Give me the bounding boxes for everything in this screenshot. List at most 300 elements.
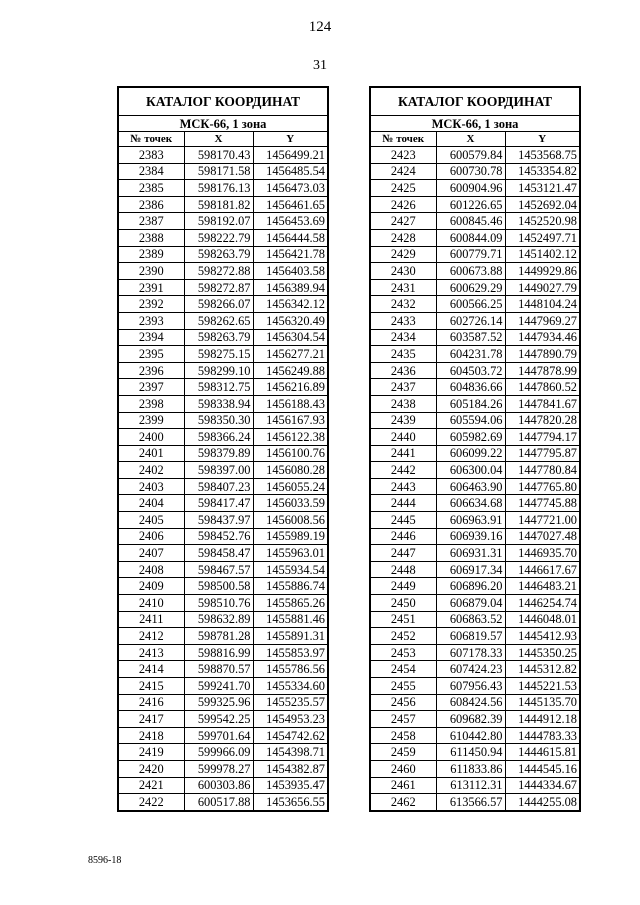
table-row — [118, 180, 328, 197]
table-row — [118, 578, 328, 595]
x-coordinate-cell: 598781.28 — [184, 628, 253, 645]
table-row — [370, 395, 580, 412]
x-coordinate-cell: 600303.86 — [184, 777, 253, 794]
x-coordinate-cell: 598171.58 — [184, 163, 253, 180]
y-coordinate-cell: 1456167.93 — [253, 412, 328, 429]
table-row — [370, 362, 580, 379]
y-coordinate-cell: 1456342.12 — [253, 296, 328, 313]
y-coordinate-cell: 1456249.88 — [253, 362, 328, 379]
x-coordinate-cell: 599978.27 — [184, 760, 253, 777]
point-number-cell: 2421 — [118, 777, 184, 794]
point-number-cell: 2410 — [118, 595, 184, 612]
table-row — [370, 661, 580, 678]
x-coordinate-cell: 598870.57 — [184, 661, 253, 678]
point-number-cell: 2453 — [370, 644, 436, 661]
point-number-cell: 2415 — [118, 678, 184, 695]
table-row — [118, 445, 328, 462]
point-number-cell: 2418 — [118, 727, 184, 744]
x-coordinate-cell: 606634.68 — [436, 495, 505, 512]
point-number-cell: 2387 — [118, 213, 184, 230]
point-number-cell: 2391 — [118, 279, 184, 296]
y-coordinate-cell: 1445135.70 — [505, 694, 580, 711]
table-row — [118, 561, 328, 578]
table-row — [370, 495, 580, 512]
catalog-subtitle: МСК-66, 1 зона — [370, 116, 580, 132]
point-number-cell: 2411 — [118, 611, 184, 628]
table-row — [370, 196, 580, 213]
x-coordinate-cell: 600730.78 — [436, 163, 505, 180]
point-number-cell: 2452 — [370, 628, 436, 645]
table-row — [370, 412, 580, 429]
catalog-title: КАТАЛОГ КООРДИНАТ — [118, 87, 328, 116]
table-row — [118, 379, 328, 396]
table-row — [118, 694, 328, 711]
x-coordinate-cell: 598816.99 — [184, 644, 253, 661]
table-row — [370, 628, 580, 645]
x-coordinate-cell: 600629.29 — [436, 279, 505, 296]
y-coordinate-cell: 1447721.00 — [505, 512, 580, 529]
column-header-x: X — [184, 132, 253, 147]
table-row — [118, 678, 328, 695]
y-coordinate-cell: 1447969.27 — [505, 312, 580, 329]
catalog-body — [118, 147, 328, 811]
x-coordinate-cell: 598510.76 — [184, 595, 253, 612]
y-coordinate-cell: 1456461.65 — [253, 196, 328, 213]
x-coordinate-cell: 598263.79 — [184, 329, 253, 346]
point-number-cell: 2434 — [370, 329, 436, 346]
table-row — [118, 628, 328, 645]
table-row — [118, 644, 328, 661]
table-row — [118, 246, 328, 263]
table-row — [118, 263, 328, 280]
y-coordinate-cell: 1455886.74 — [253, 578, 328, 595]
table-row — [118, 462, 328, 479]
y-coordinate-cell: 1454953.23 — [253, 711, 328, 728]
table-row — [118, 296, 328, 313]
point-number-cell: 2393 — [118, 312, 184, 329]
table-row — [370, 379, 580, 396]
x-coordinate-cell: 606819.57 — [436, 628, 505, 645]
x-coordinate-cell: 606099.22 — [436, 445, 505, 462]
y-coordinate-cell: 1447841.67 — [505, 395, 580, 412]
y-coordinate-cell: 1446935.70 — [505, 545, 580, 562]
x-coordinate-cell: 600904.96 — [436, 180, 505, 197]
y-coordinate-cell: 1456473.03 — [253, 180, 328, 197]
y-coordinate-cell: 1444255.08 — [505, 794, 580, 811]
catalog-title: КАТАЛОГ КООРДИНАТ — [370, 87, 580, 116]
x-coordinate-cell: 606896.20 — [436, 578, 505, 595]
point-number-cell: 2403 — [118, 478, 184, 495]
x-coordinate-cell: 598632.89 — [184, 611, 253, 628]
point-number-cell: 2422 — [118, 794, 184, 811]
table-row — [118, 711, 328, 728]
table-row — [370, 445, 580, 462]
y-coordinate-cell: 1444545.16 — [505, 760, 580, 777]
y-coordinate-cell: 1447745.88 — [505, 495, 580, 512]
point-number-cell: 2432 — [370, 296, 436, 313]
x-coordinate-cell: 598275.15 — [184, 346, 253, 363]
table-row — [370, 561, 580, 578]
column-header-number: № точек — [370, 132, 436, 147]
table-row — [118, 512, 328, 529]
y-coordinate-cell: 1447890.79 — [505, 346, 580, 363]
y-coordinate-cell: 1456188.43 — [253, 395, 328, 412]
x-coordinate-cell: 604503.72 — [436, 362, 505, 379]
x-coordinate-cell: 598397.00 — [184, 462, 253, 479]
y-coordinate-cell: 1447820.28 — [505, 412, 580, 429]
point-number-cell: 2404 — [118, 495, 184, 512]
x-coordinate-cell: 611833.86 — [436, 760, 505, 777]
point-number-cell: 2446 — [370, 528, 436, 545]
table-row — [118, 727, 328, 744]
x-coordinate-cell: 610442.80 — [436, 727, 505, 744]
x-coordinate-cell: 604231.78 — [436, 346, 505, 363]
x-coordinate-cell: 609682.39 — [436, 711, 505, 728]
point-number-cell: 2455 — [370, 678, 436, 695]
y-coordinate-cell: 1446617.67 — [505, 561, 580, 578]
x-coordinate-cell: 598266.07 — [184, 296, 253, 313]
point-number-cell: 2439 — [370, 412, 436, 429]
y-coordinate-cell: 1455786.56 — [253, 661, 328, 678]
x-coordinate-cell: 606963.91 — [436, 512, 505, 529]
table-row — [370, 611, 580, 628]
x-coordinate-cell: 598312.75 — [184, 379, 253, 396]
y-coordinate-cell: 1446254.74 — [505, 595, 580, 612]
point-number-cell: 2409 — [118, 578, 184, 595]
point-number-cell: 2397 — [118, 379, 184, 396]
x-coordinate-cell: 598350.30 — [184, 412, 253, 429]
x-coordinate-cell: 606863.52 — [436, 611, 505, 628]
y-coordinate-cell: 1447934.46 — [505, 329, 580, 346]
x-coordinate-cell: 606939.16 — [436, 528, 505, 545]
point-number-cell: 2384 — [118, 163, 184, 180]
x-coordinate-cell: 598379.89 — [184, 445, 253, 462]
x-coordinate-cell: 603587.52 — [436, 329, 505, 346]
y-coordinate-cell: 1453656.55 — [253, 794, 328, 811]
x-coordinate-cell: 600845.46 — [436, 213, 505, 230]
point-number-cell: 2394 — [118, 329, 184, 346]
x-coordinate-cell: 613566.57 — [436, 794, 505, 811]
table-row — [370, 462, 580, 479]
x-coordinate-cell: 598192.07 — [184, 213, 253, 230]
y-coordinate-cell: 1444912.18 — [505, 711, 580, 728]
point-number-cell: 2431 — [370, 279, 436, 296]
point-number-cell: 2430 — [370, 263, 436, 280]
x-coordinate-cell: 606463.90 — [436, 478, 505, 495]
x-coordinate-cell: 607956.43 — [436, 678, 505, 695]
point-number-cell: 2406 — [118, 528, 184, 545]
y-coordinate-cell: 1456320.49 — [253, 312, 328, 329]
y-coordinate-cell: 1452497.71 — [505, 229, 580, 246]
table-row — [118, 329, 328, 346]
y-coordinate-cell: 1449027.79 — [505, 279, 580, 296]
y-coordinate-cell: 1456499.21 — [253, 147, 328, 164]
point-number-cell: 2389 — [118, 246, 184, 263]
point-number-cell: 2451 — [370, 611, 436, 628]
table-row — [118, 794, 328, 811]
y-coordinate-cell: 1444615.81 — [505, 744, 580, 761]
table-row — [370, 678, 580, 695]
y-coordinate-cell: 1445350.25 — [505, 644, 580, 661]
point-number-cell: 2445 — [370, 512, 436, 529]
table-row — [370, 180, 580, 197]
y-coordinate-cell: 1451402.12 — [505, 246, 580, 263]
sheet-number: 31 — [313, 58, 327, 73]
x-coordinate-cell: 607178.33 — [436, 644, 505, 661]
x-coordinate-cell: 599966.09 — [184, 744, 253, 761]
point-number-cell: 2426 — [370, 196, 436, 213]
table-row — [118, 279, 328, 296]
table-row — [370, 528, 580, 545]
x-coordinate-cell: 607424.23 — [436, 661, 505, 678]
y-coordinate-cell: 1456444.58 — [253, 229, 328, 246]
table-row — [118, 661, 328, 678]
column-header-y: Y — [505, 132, 580, 147]
table-row — [118, 395, 328, 412]
x-coordinate-cell: 598263.79 — [184, 246, 253, 263]
x-coordinate-cell: 605184.26 — [436, 395, 505, 412]
table-row — [118, 595, 328, 612]
y-coordinate-cell: 1447780.84 — [505, 462, 580, 479]
y-coordinate-cell: 1455963.01 — [253, 545, 328, 562]
y-coordinate-cell: 1456100.76 — [253, 445, 328, 462]
point-number-cell: 2460 — [370, 760, 436, 777]
table-row — [370, 263, 580, 280]
x-coordinate-cell: 601226.65 — [436, 196, 505, 213]
x-coordinate-cell: 606300.04 — [436, 462, 505, 479]
point-number-cell: 2461 — [370, 777, 436, 794]
x-coordinate-cell: 598500.58 — [184, 578, 253, 595]
y-coordinate-cell: 1455881.46 — [253, 611, 328, 628]
point-number-cell: 2462 — [370, 794, 436, 811]
y-coordinate-cell: 1447795.87 — [505, 445, 580, 462]
y-coordinate-cell: 1444783.33 — [505, 727, 580, 744]
x-coordinate-cell: 598181.82 — [184, 196, 253, 213]
point-number-cell: 2390 — [118, 263, 184, 280]
table-row — [370, 595, 580, 612]
y-coordinate-cell: 1453121.47 — [505, 180, 580, 197]
column-header-x: X — [436, 132, 505, 147]
y-coordinate-cell: 1447794.17 — [505, 429, 580, 446]
table-row — [370, 213, 580, 230]
x-coordinate-cell: 613112.31 — [436, 777, 505, 794]
x-coordinate-cell: 605982.69 — [436, 429, 505, 446]
y-coordinate-cell: 1454398.71 — [253, 744, 328, 761]
x-coordinate-cell: 598338.94 — [184, 395, 253, 412]
x-coordinate-cell: 606879.04 — [436, 595, 505, 612]
table-row — [118, 495, 328, 512]
table-row — [370, 760, 580, 777]
y-coordinate-cell: 1445221.53 — [505, 678, 580, 695]
table-row — [370, 163, 580, 180]
point-number-cell: 2419 — [118, 744, 184, 761]
x-coordinate-cell: 598299.10 — [184, 362, 253, 379]
point-number-cell: 2454 — [370, 661, 436, 678]
y-coordinate-cell: 1447860.52 — [505, 379, 580, 396]
table-row — [370, 545, 580, 562]
y-coordinate-cell: 1446048.01 — [505, 611, 580, 628]
point-number-cell: 2450 — [370, 595, 436, 612]
point-number-cell: 2437 — [370, 379, 436, 396]
table-row — [370, 744, 580, 761]
point-number-cell: 2398 — [118, 395, 184, 412]
point-number-cell: 2459 — [370, 744, 436, 761]
y-coordinate-cell: 1453568.75 — [505, 147, 580, 164]
point-number-cell: 2388 — [118, 229, 184, 246]
table-row — [370, 694, 580, 711]
x-coordinate-cell: 598176.13 — [184, 180, 253, 197]
y-coordinate-cell: 1455334.60 — [253, 678, 328, 695]
point-number-cell: 2412 — [118, 628, 184, 645]
x-coordinate-cell: 600517.88 — [184, 794, 253, 811]
table-row — [370, 777, 580, 794]
y-coordinate-cell: 1456277.21 — [253, 346, 328, 363]
table-row — [118, 196, 328, 213]
table-row — [118, 528, 328, 545]
x-coordinate-cell: 600566.25 — [436, 296, 505, 313]
point-number-cell: 2402 — [118, 462, 184, 479]
x-coordinate-cell: 608424.56 — [436, 694, 505, 711]
x-coordinate-cell: 600579.84 — [436, 147, 505, 164]
table-row — [370, 229, 580, 246]
x-coordinate-cell: 602726.14 — [436, 312, 505, 329]
table-row — [370, 246, 580, 263]
x-coordinate-cell: 599701.64 — [184, 727, 253, 744]
x-coordinate-cell: 598222.79 — [184, 229, 253, 246]
point-number-cell: 2428 — [370, 229, 436, 246]
x-coordinate-cell: 598262.65 — [184, 312, 253, 329]
y-coordinate-cell: 1452692.04 — [505, 196, 580, 213]
table-row — [118, 312, 328, 329]
y-coordinate-cell: 1456421.78 — [253, 246, 328, 263]
point-number-cell: 2416 — [118, 694, 184, 711]
x-coordinate-cell: 598417.47 — [184, 495, 253, 512]
x-coordinate-cell: 605594.06 — [436, 412, 505, 429]
x-coordinate-cell: 599241.70 — [184, 678, 253, 695]
x-coordinate-cell: 604836.66 — [436, 379, 505, 396]
y-coordinate-cell: 1456008.56 — [253, 512, 328, 529]
y-coordinate-cell: 1455891.31 — [253, 628, 328, 645]
table-row — [370, 346, 580, 363]
table-row — [370, 296, 580, 313]
table-row — [370, 711, 580, 728]
x-coordinate-cell: 598458.47 — [184, 545, 253, 562]
y-coordinate-cell: 1453354.82 — [505, 163, 580, 180]
table-row — [370, 429, 580, 446]
point-number-cell: 2420 — [118, 760, 184, 777]
x-coordinate-cell: 611450.94 — [436, 744, 505, 761]
point-number-cell: 2396 — [118, 362, 184, 379]
x-coordinate-cell: 600779.71 — [436, 246, 505, 263]
x-coordinate-cell: 598452.76 — [184, 528, 253, 545]
coordinate-catalog-table-left — [117, 86, 329, 812]
point-number-cell: 2417 — [118, 711, 184, 728]
x-coordinate-cell: 598467.57 — [184, 561, 253, 578]
y-coordinate-cell: 1455989.19 — [253, 528, 328, 545]
point-number-cell: 2424 — [370, 163, 436, 180]
point-number-cell: 2447 — [370, 545, 436, 562]
x-coordinate-cell: 600844.09 — [436, 229, 505, 246]
point-number-cell: 2400 — [118, 429, 184, 446]
point-number-cell: 2414 — [118, 661, 184, 678]
table-row — [370, 727, 580, 744]
point-number-cell: 2443 — [370, 478, 436, 495]
x-coordinate-cell: 598170.43 — [184, 147, 253, 164]
y-coordinate-cell: 1453935.47 — [253, 777, 328, 794]
y-coordinate-cell: 1456389.94 — [253, 279, 328, 296]
point-number-cell: 2448 — [370, 561, 436, 578]
table-row — [118, 346, 328, 363]
point-number-cell: 2429 — [370, 246, 436, 263]
point-number-cell: 2383 — [118, 147, 184, 164]
y-coordinate-cell: 1447027.48 — [505, 528, 580, 545]
table-row — [118, 412, 328, 429]
y-coordinate-cell: 1456304.54 — [253, 329, 328, 346]
point-number-cell: 2392 — [118, 296, 184, 313]
point-number-cell: 2401 — [118, 445, 184, 462]
point-number-cell: 2433 — [370, 312, 436, 329]
y-coordinate-cell: 1454382.87 — [253, 760, 328, 777]
y-coordinate-cell: 1456453.69 — [253, 213, 328, 230]
point-number-cell: 2436 — [370, 362, 436, 379]
table-row — [118, 545, 328, 562]
y-coordinate-cell: 1456216.89 — [253, 379, 328, 396]
y-coordinate-cell: 1455865.26 — [253, 595, 328, 612]
table-row — [118, 611, 328, 628]
y-coordinate-cell: 1445412.93 — [505, 628, 580, 645]
point-number-cell: 2427 — [370, 213, 436, 230]
y-coordinate-cell: 1456055.24 — [253, 478, 328, 495]
y-coordinate-cell: 1446483.21 — [505, 578, 580, 595]
y-coordinate-cell: 1456403.58 — [253, 263, 328, 280]
y-coordinate-cell: 1449929.86 — [505, 263, 580, 280]
point-number-cell: 2399 — [118, 412, 184, 429]
point-number-cell: 2442 — [370, 462, 436, 479]
point-number-cell: 2456 — [370, 694, 436, 711]
point-number-cell: 2438 — [370, 395, 436, 412]
table-row — [370, 644, 580, 661]
y-coordinate-cell: 1448104.24 — [505, 296, 580, 313]
table-row — [370, 578, 580, 595]
y-coordinate-cell: 1447878.99 — [505, 362, 580, 379]
y-coordinate-cell: 1444334.67 — [505, 777, 580, 794]
coordinate-catalog-table-right — [369, 86, 581, 812]
catalog-body — [370, 147, 580, 811]
x-coordinate-cell: 600673.88 — [436, 263, 505, 280]
page-number: 124 — [308, 19, 332, 35]
y-coordinate-cell: 1456033.59 — [253, 495, 328, 512]
y-coordinate-cell: 1455853.97 — [253, 644, 328, 661]
column-header-number: № точек — [118, 132, 184, 147]
x-coordinate-cell: 606917.34 — [436, 561, 505, 578]
point-number-cell: 2441 — [370, 445, 436, 462]
x-coordinate-cell: 598407.23 — [184, 478, 253, 495]
x-coordinate-cell: 598437.97 — [184, 512, 253, 529]
table-row — [118, 362, 328, 379]
table-row — [370, 794, 580, 811]
point-number-cell: 2449 — [370, 578, 436, 595]
point-number-cell: 2440 — [370, 429, 436, 446]
table-row — [370, 512, 580, 529]
point-number-cell: 2408 — [118, 561, 184, 578]
table-row — [370, 147, 580, 164]
y-coordinate-cell: 1455235.57 — [253, 694, 328, 711]
x-coordinate-cell: 598272.88 — [184, 263, 253, 280]
x-coordinate-cell: 606931.31 — [436, 545, 505, 562]
point-number-cell: 2425 — [370, 180, 436, 197]
point-number-cell: 2413 — [118, 644, 184, 661]
table-row — [370, 478, 580, 495]
